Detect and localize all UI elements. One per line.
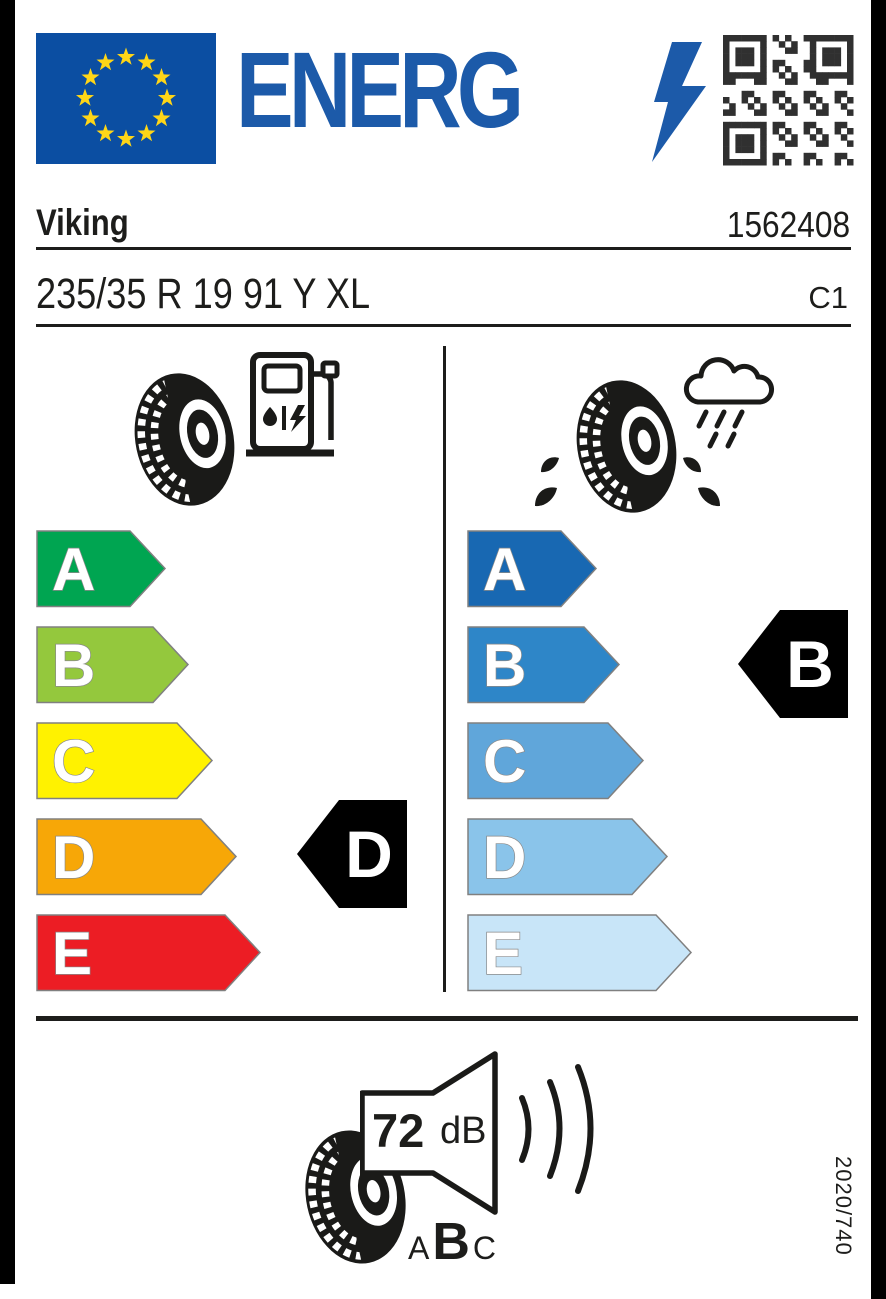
noise-class-b-rated: B — [432, 1213, 470, 1271]
wet-grade-arrow-c — [467, 722, 645, 800]
noise-class-c: C — [472, 1230, 497, 1266]
label-border-right — [871, 0, 886, 1299]
label-border-left — [0, 0, 15, 1284]
fuel-grade-arrow-d — [36, 818, 238, 896]
supplier-brand: Viking — [36, 202, 129, 243]
wet-grade-arrow-d — [467, 818, 669, 896]
svg-text:D: D — [345, 817, 393, 891]
svg-text:A: A — [483, 536, 527, 603]
svg-text:B: B — [52, 632, 96, 699]
wet-rating-indicator — [738, 608, 850, 720]
svg-text:C: C — [483, 728, 527, 795]
sound-waves-icon — [512, 1062, 598, 1198]
tyre-designation: 235/35 R 19 91 Y XL — [36, 270, 371, 318]
lightning-bolt-icon — [642, 42, 714, 162]
fuel-grade-arrow-c — [36, 722, 214, 800]
energy-logo-text: ENERG — [236, 29, 520, 150]
svg-text:B: B — [786, 627, 834, 701]
noise-db-unit: dB — [440, 1110, 487, 1152]
fuel-tire-icon — [128, 366, 241, 513]
svg-text:D: D — [52, 824, 96, 891]
noise-db-value: 72 — [372, 1104, 425, 1157]
wet-grade-arrow-a — [467, 530, 598, 608]
noise-class-scale — [408, 1212, 496, 1272]
divider-above-noise — [36, 1016, 858, 1021]
svg-text:C: C — [52, 728, 96, 795]
noise-class-a: A — [408, 1230, 430, 1266]
rain-cloud-icon — [672, 350, 778, 450]
fuel-grade-arrow-e — [36, 914, 262, 992]
fuel-pump-icon — [246, 350, 340, 458]
wet-grade-arrow-b — [467, 626, 621, 704]
svg-text:E: E — [483, 920, 524, 987]
wet-grip-tire-icon — [570, 374, 683, 519]
svg-text:E: E — [52, 920, 93, 987]
column-divider — [443, 346, 446, 992]
regulation-number: 2020/740 — [831, 1156, 856, 1256]
fuel-rating-indicator — [297, 798, 409, 910]
svg-text:D: D — [483, 824, 527, 891]
qr-code — [720, 32, 857, 169]
fuel-grade-arrow-b — [36, 626, 190, 704]
wet-grade-arrow-e — [467, 914, 693, 992]
svg-text:B: B — [483, 632, 527, 699]
eu-flag — [36, 33, 216, 164]
tyre-class: C1 — [808, 280, 848, 315]
type-identifier: 1562408 — [726, 204, 850, 245]
svg-text:A: A — [52, 536, 96, 603]
divider-under-brand — [36, 247, 851, 250]
divider-under-designation — [36, 324, 851, 327]
fuel-grade-arrow-a — [36, 530, 167, 608]
